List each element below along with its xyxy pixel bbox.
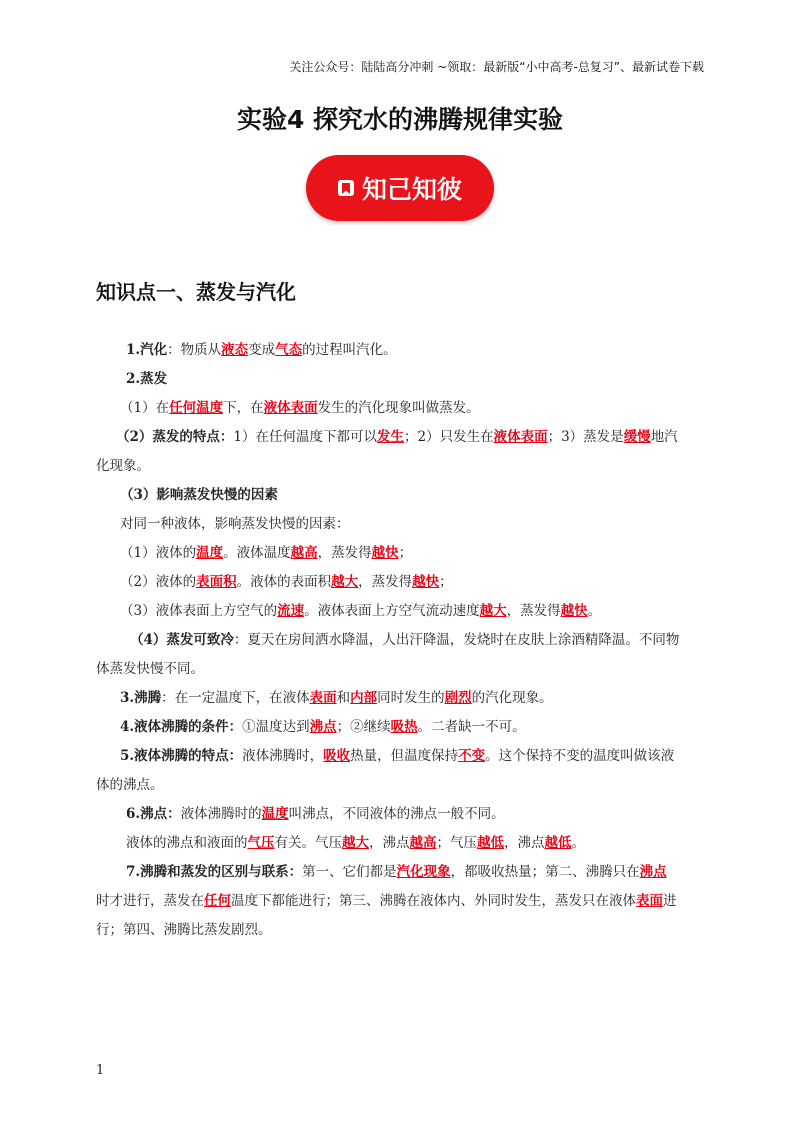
keyword: 越快	[412, 574, 440, 590]
text-line	[96, 423, 706, 452]
bold-label: 5.液体沸腾的特点：	[120, 748, 243, 764]
text-segment: ，蒸发得	[358, 574, 413, 590]
keyword: 越大	[479, 603, 507, 619]
text-segment: ；3）蒸发是	[547, 429, 624, 445]
keyword: 吸热	[390, 719, 418, 735]
text-segment: 体的沸点。	[96, 777, 164, 793]
text-segment: 有关。气压	[274, 835, 342, 851]
text-segment: ，都吸收热量；第二、沸腾只在	[450, 864, 640, 880]
text-segment: ；气压	[436, 835, 477, 851]
text-line	[96, 713, 706, 742]
keyword: 液态	[221, 342, 249, 358]
text-segment: 行；第四、沸腾比蒸发剧烈。	[96, 922, 272, 938]
keyword: 发生	[377, 429, 404, 445]
keyword: 缓慢	[623, 429, 651, 445]
text-segment: 的汽化现象。	[471, 690, 553, 706]
bold-label: （4）蒸发可致冷	[130, 632, 234, 648]
keyword: 液体表面	[493, 429, 548, 445]
section-heading: 知识点一、蒸发与汽化	[96, 280, 296, 304]
text-segment: 对同一种液体，影响蒸发快慢的因素：	[120, 516, 350, 532]
text-segment: （1）在	[120, 400, 170, 416]
text-segment: 下，在	[223, 400, 264, 416]
keyword: 流速	[277, 603, 305, 619]
text-segment: 同时发生的	[377, 690, 445, 706]
text-line	[96, 568, 706, 597]
text-segment: 。	[587, 603, 602, 619]
text-line	[96, 365, 706, 394]
text-segment: 液体的沸点和液面的	[126, 835, 248, 851]
bold-label: （2）蒸发的特点：	[116, 429, 234, 445]
text-line	[96, 771, 706, 800]
bold-label: （3）影响蒸发快慢的因素	[120, 487, 278, 503]
page-title: 实验4 探究水的沸腾规律实验	[236, 105, 564, 134]
bold-label: 2.蒸发	[126, 371, 168, 387]
text-segment: ，沸点	[369, 835, 410, 851]
content-body	[96, 336, 706, 945]
keyword: 内部	[350, 690, 378, 706]
text-line	[96, 539, 706, 568]
page-number: 1	[96, 1063, 105, 1078]
text-segment: ：在一定温度下，在液体	[161, 690, 310, 706]
text-line	[96, 597, 706, 626]
keyword: 表面积	[196, 574, 237, 590]
keyword: 任何温度	[169, 400, 224, 416]
text-segment: ，沸点	[504, 835, 545, 851]
text-segment: ；	[439, 574, 453, 590]
keyword: 不变	[458, 748, 486, 764]
text-line	[96, 742, 706, 771]
keyword: 表面	[636, 893, 663, 909]
keyword: 吸收	[323, 748, 351, 764]
text-line	[96, 916, 706, 945]
bookmark-icon	[338, 180, 354, 196]
keyword: 任何	[204, 893, 231, 909]
text-segment: ：物质从	[167, 342, 222, 358]
text-segment: 化现象。	[96, 458, 150, 474]
text-line	[96, 394, 706, 423]
keyword: 沸点	[309, 719, 337, 735]
text-segment: 和	[336, 690, 351, 706]
keyword: 温度	[196, 545, 224, 561]
bold-label: 4.液体沸腾的条件：	[120, 719, 243, 735]
keyword: 液体表面	[263, 400, 318, 416]
keyword: 越大	[331, 574, 359, 590]
text-segment: 。	[571, 835, 585, 851]
text-segment: ，蒸发得	[506, 603, 561, 619]
text-line	[96, 887, 706, 916]
text-segment: 进	[663, 893, 677, 909]
text-line	[96, 684, 706, 713]
keyword: 越低	[544, 835, 572, 851]
text-segment: ；2）只发生在	[404, 429, 494, 445]
text-segment: 发生的汽化现象叫做蒸发。	[317, 400, 480, 416]
bold-label: 3.沸腾	[120, 690, 162, 706]
text-segment: 1）在任何温度下都可以	[233, 429, 377, 445]
text-segment: 时才进行，蒸发在	[96, 893, 204, 909]
keyword: 越高	[290, 545, 318, 561]
text-line	[96, 800, 706, 829]
text-segment: 。液体温度	[223, 545, 291, 561]
keyword: 汽化现象	[396, 864, 451, 880]
bold-label: 6.沸点：	[126, 806, 181, 822]
text-segment: （3）液体表面上方空气的	[120, 603, 278, 619]
keyword: 越快	[371, 545, 399, 561]
text-segment: （2）液体的	[120, 574, 197, 590]
text-segment: ；	[398, 545, 413, 561]
keyword: 沸点	[639, 864, 667, 880]
keyword: 温度	[261, 806, 289, 822]
text-line	[96, 336, 706, 365]
text-segment: 第一、它们都是	[302, 864, 397, 880]
text-segment: （1）液体的	[120, 545, 197, 561]
text-segment: 变成	[248, 342, 276, 358]
text-segment: 叫沸点，不同液体的沸点一般不同。	[288, 806, 505, 822]
text-segment: ，蒸发得	[317, 545, 372, 561]
badge	[306, 155, 494, 221]
text-segment: 液体沸腾时，	[242, 748, 324, 764]
keyword: 气态	[275, 342, 303, 358]
text-segment: ；②继续	[336, 719, 391, 735]
keyword: 表面	[309, 690, 337, 706]
keyword: 越快	[560, 603, 588, 619]
text-segment: ①温度达到	[242, 719, 310, 735]
text-line	[96, 858, 706, 887]
text-segment: 液体沸腾时的	[180, 806, 262, 822]
header-note: 关注公众号：陆陆高分冲刺 ~领取：最新版“小中高考-总复习”、最新试卷下载	[289, 60, 704, 74]
text-segment: 体蒸发快慢不同。	[96, 661, 204, 677]
text-segment: 。二者缺一不可。	[417, 719, 526, 735]
text-segment: 。液体的表面积	[236, 574, 332, 590]
text-line	[96, 829, 706, 858]
keyword: 越大	[342, 835, 369, 851]
text-segment: ：夏天在房间洒水降温，人出汗降温，发烧时在皮肤上涂酒精降温。不同物	[233, 632, 680, 648]
badge-text: 知己知彼	[361, 175, 462, 204]
keyword: 越高	[409, 835, 437, 851]
text-segment: 温度下都能进行；第三、沸腾在液体内、外同时发生，蒸发只在液体	[231, 893, 636, 909]
text-segment: 热量，但温度保持	[350, 748, 459, 764]
text-line	[96, 481, 706, 510]
text-segment: 地汽	[650, 429, 678, 445]
text-line	[96, 655, 706, 684]
text-segment: 的过程叫汽化。	[302, 342, 397, 358]
text-line	[96, 510, 706, 539]
text-segment: 。液体表面上方空气流动速度	[304, 603, 480, 619]
bold-label: 7.沸腾和蒸发的区别与联系：	[126, 864, 303, 880]
text-segment: 。这个保持不变的温度叫做该液	[485, 748, 675, 764]
text-line	[96, 452, 706, 481]
bold-label: 1.汽化	[126, 342, 168, 358]
keyword: 剧烈	[444, 690, 472, 706]
keyword: 越低	[477, 835, 504, 851]
keyword: 气压	[247, 835, 275, 851]
text-line	[96, 626, 706, 655]
